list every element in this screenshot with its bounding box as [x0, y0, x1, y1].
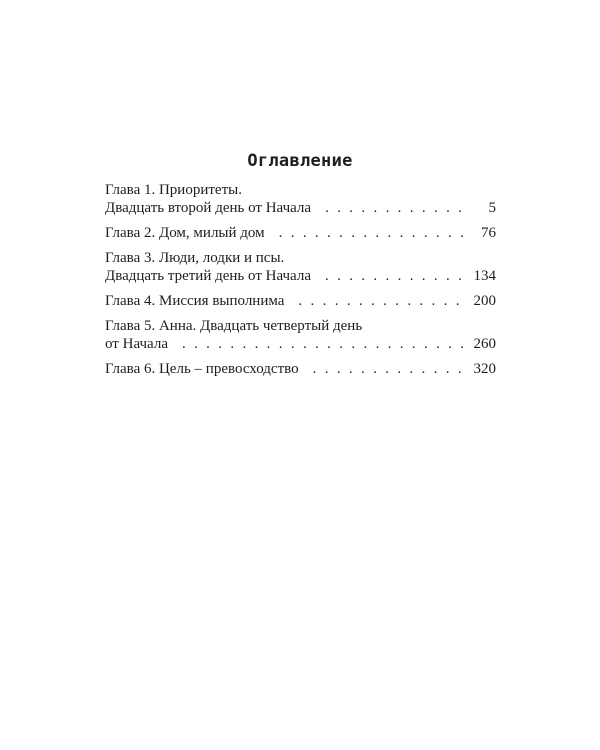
toc-entry-chapter-4[interactable]: [105, 292, 496, 310]
toc-entry-chapter-3[interactable]: [105, 249, 496, 285]
toc-entry-title-line: Глава 1. Приоритеты.: [105, 182, 242, 198]
dot-leader: [325, 267, 466, 285]
dot-leader: [313, 360, 466, 378]
page-number: 320: [473, 361, 496, 377]
page-number: 134: [473, 268, 496, 284]
toc-entry-chapter-6[interactable]: [105, 360, 496, 378]
page-number: 260: [473, 336, 496, 352]
toc-entry-title: Глава 6. Цель – превосходство: [105, 361, 299, 377]
dot-leader: [279, 224, 466, 242]
dot-leader: [298, 292, 466, 310]
toc-entry-title-line: Глава 3. Люди, лодки и псы.: [105, 250, 285, 266]
dot-leader: [182, 335, 466, 353]
page-number: 5: [488, 200, 496, 216]
toc-entry-title: Глава 2. Дом, милый дом: [105, 225, 265, 241]
toc-entry-title: Двадцать второй день от Начала: [105, 200, 312, 216]
toc-entry-chapter-5[interactable]: [105, 317, 496, 353]
dot-leader: [325, 199, 466, 217]
table-of-contents: [105, 181, 496, 385]
toc-entry-title: Двадцать третий день от Начала: [105, 268, 311, 284]
page-number: 76: [481, 225, 496, 241]
toc-entry-chapter-1[interactable]: [105, 181, 496, 217]
page-title: Оглавление: [247, 151, 353, 171]
toc-entry-title-line: Глава 5. Анна. Двадцать четвертый день: [105, 318, 363, 334]
toc-entry-title: Глава 4. Миссия выполнима: [105, 293, 285, 309]
page-number: 200: [473, 293, 496, 309]
toc-entry-chapter-2[interactable]: [105, 224, 496, 242]
toc-entry-title: от Начала: [105, 336, 168, 352]
